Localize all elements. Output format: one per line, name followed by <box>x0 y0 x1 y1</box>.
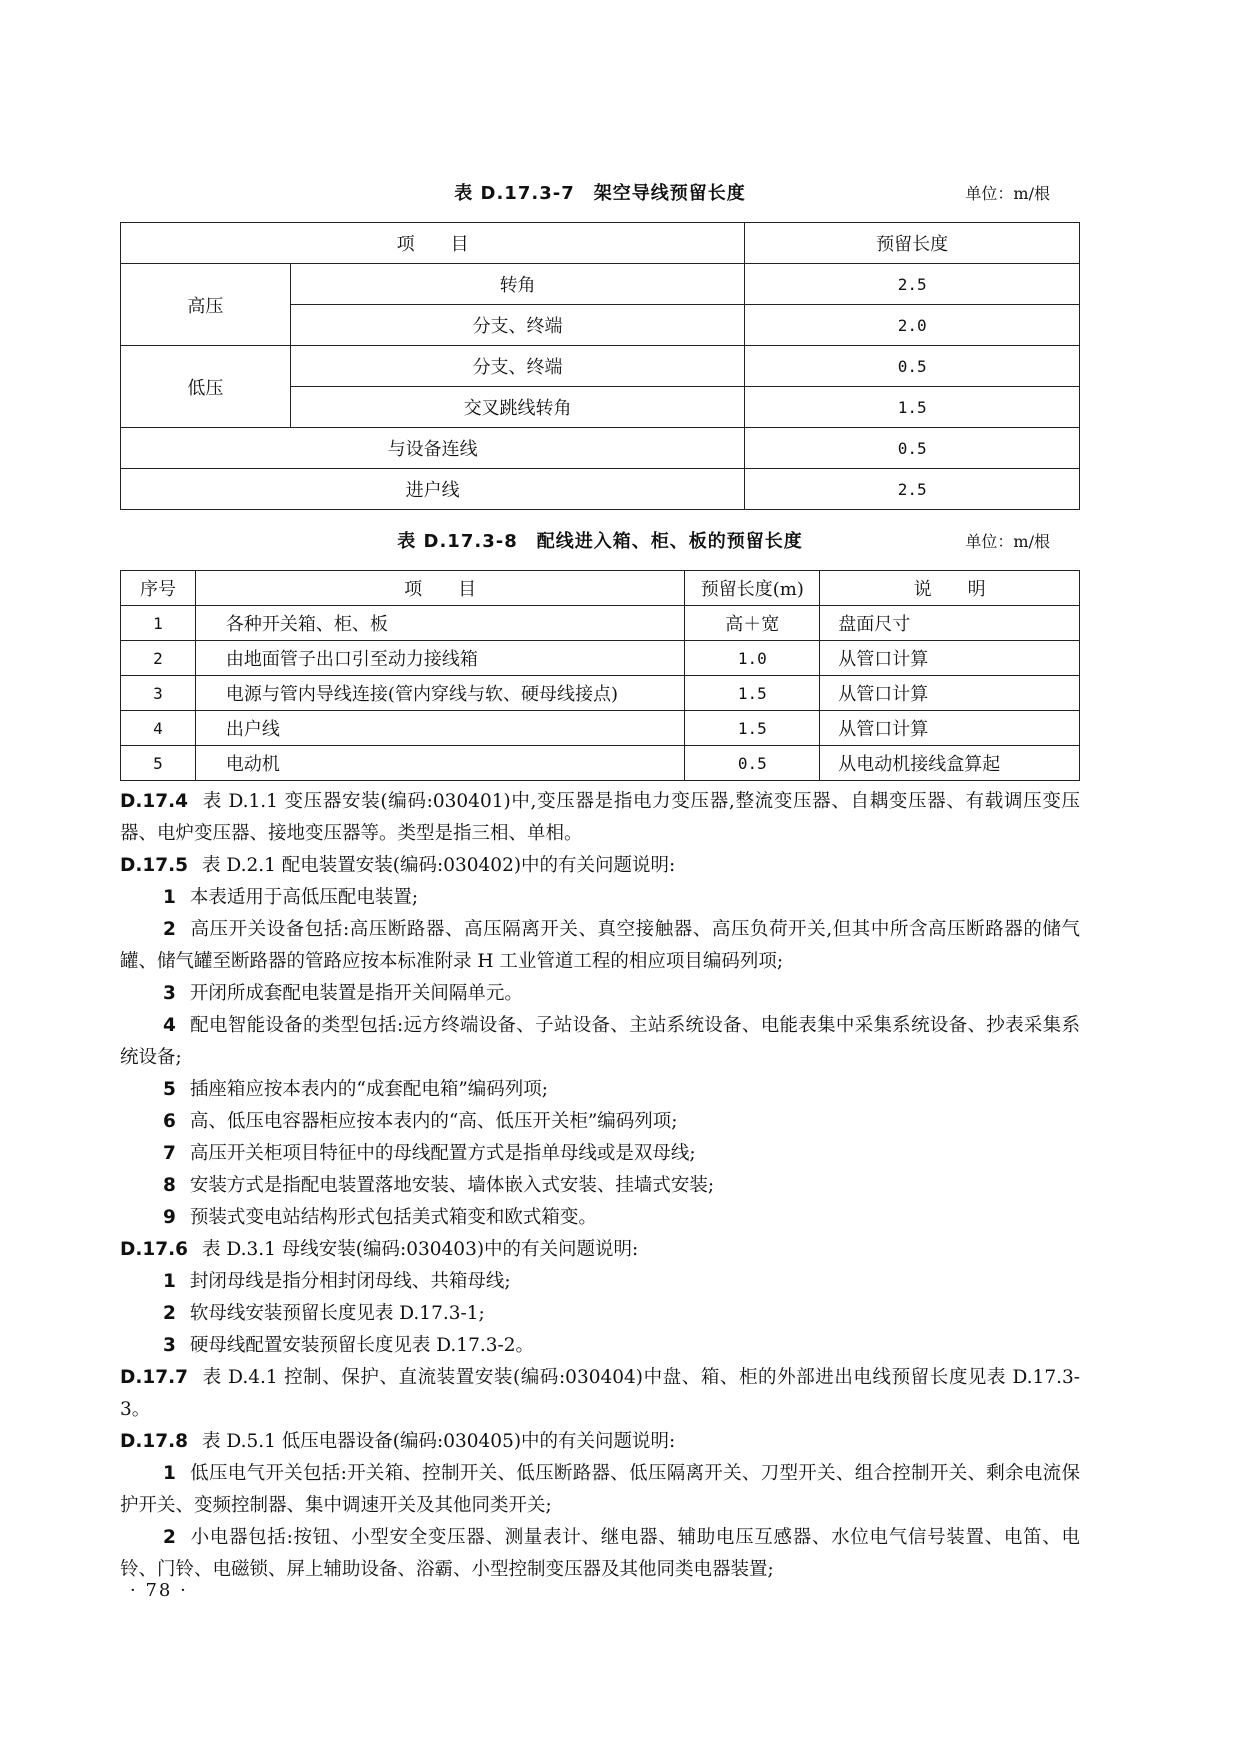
row-item: 分支、终端 <box>290 346 745 387</box>
row-note: 从管口计算 <box>820 711 1080 746</box>
row-item: 由地面管子出口引至动力接线箱 <box>195 641 684 676</box>
table1-title: 表 D.17.3-7 架空导线预留长度 <box>454 183 746 204</box>
body-text <box>120 786 1080 1586</box>
group-label: 高压 <box>121 264 291 346</box>
row-value: 0.5 <box>685 746 820 781</box>
header-note: 说 明 <box>820 571 1080 606</box>
header-value: 预留长度(m) <box>685 571 820 606</box>
row-value: 0.5 <box>745 428 1080 469</box>
list-item: 6 高、低压电容器柜应按本表内的“高、低压开关柜”编码列项; <box>163 1111 678 1132</box>
section-number: D.17.6 <box>120 1239 189 1260</box>
section-text: 表 D.5.1 低压电器设备(编码:030405)中的有关问题说明: <box>202 1431 676 1452</box>
table-row <box>121 264 1080 305</box>
row-value: 2.5 <box>745 264 1080 305</box>
list-item: 3 硬母线配置安装预留长度见表 D.17.3-2。 <box>163 1335 535 1356</box>
section-paragraph <box>120 786 1080 850</box>
table1-unit: 单位：m/根 <box>965 184 1050 203</box>
list-item: 3 开闭所成套配电装置是指开关间隔单元。 <box>163 983 523 1004</box>
list-item: 8 安装方式是指配电装置落地安装、墙体嵌入式安装、挂墙式安装; <box>163 1175 715 1196</box>
section-paragraph <box>120 850 1080 882</box>
section-paragraph <box>120 1426 1080 1458</box>
row-value: 1.0 <box>685 641 820 676</box>
group-label: 低压 <box>121 346 291 428</box>
table-row <box>121 428 1080 469</box>
section-text: 表 D.1.1 变压器安装(编码:030401)中,变压器是指电力变压器,整流变压器、自耦变压器、有载调压变压器、电炉变压器、接地变压器等。类型是指三相、单相。 <box>120 791 1080 844</box>
row-no: 3 <box>121 676 196 711</box>
list-item: 2 软母线安装预留长度见表 D.17.3-1; <box>163 1303 485 1324</box>
list-item: 2 小电器包括:按钮、小型安全变压器、测量表计、继电器、辅助电压互感器、水位电气信号装置、电笛、电铃、门铃、电磁锁、屏上辅助设备、浴霸、小型控制变压器及其他同类电器装置; <box>120 1527 1080 1580</box>
row-item: 各种开关箱、柜、板 <box>195 606 684 641</box>
list-item: 9 预装式变电站结构形式包括美式箱变和欧式箱变。 <box>163 1207 597 1228</box>
row-no: 2 <box>121 641 196 676</box>
table-overhead-wire-reserve <box>120 222 1080 510</box>
section-number: D.17.4 <box>120 791 189 812</box>
row-item: 转角 <box>290 264 745 305</box>
table1-title-row <box>120 177 1080 211</box>
row-value: 1.5 <box>685 676 820 711</box>
row-no: 1 <box>121 606 196 641</box>
list-item: 5 插座箱应按本表内的“成套配电箱”编码列项; <box>163 1079 549 1100</box>
header-no: 序号 <box>121 571 196 606</box>
header-item: 项 目 <box>121 223 745 264</box>
row-note: 从管口计算 <box>820 641 1080 676</box>
row-item: 电动机 <box>195 746 684 781</box>
list-item: 2 高压开关设备包括:高压断路器、高压隔离开关、真空接触器、高压负荷开关,但其中所含高压断路器的储气罐、储气罐至断路器的管路应按本标准附录 H 工业管道工程的相应项目编码列项; <box>120 919 1080 972</box>
row-note: 从电动机接线盒算起 <box>820 746 1080 781</box>
table2-unit: 单位：m/根 <box>965 532 1050 551</box>
row-value: 2.0 <box>745 305 1080 346</box>
table2-title-row <box>120 525 1080 559</box>
row-note: 盘面尺寸 <box>820 606 1080 641</box>
header-item: 项 目 <box>195 571 684 606</box>
row-item: 进户线 <box>121 469 745 510</box>
row-value: 1.5 <box>685 711 820 746</box>
header-value: 预留长度 <box>745 223 1080 264</box>
table-row <box>121 641 1080 676</box>
list-item: 7 高压开关柜项目特征中的母线配置方式是指单母线或是双母线; <box>163 1143 696 1164</box>
section-paragraph <box>120 1234 1080 1266</box>
table-row <box>121 606 1080 641</box>
list-item: 1 低压电气开关包括:开关箱、控制开关、低压断路器、低压隔离开关、刀型开关、组合控制开关、剩余电流保护开关、变频控制器、集中调速开关及其他同类开关; <box>120 1463 1080 1516</box>
table-header-row <box>121 223 1080 264</box>
list-item: 1 本表适用于高低压配电装置; <box>163 887 419 908</box>
page-number: · 78 · <box>130 1580 188 1601</box>
section-number: D.17.7 <box>120 1367 189 1388</box>
row-value: 2.5 <box>745 469 1080 510</box>
table-row <box>121 346 1080 387</box>
table-row <box>121 711 1080 746</box>
table-row <box>121 469 1080 510</box>
row-item: 交叉跳线转角 <box>290 387 745 428</box>
row-no: 4 <box>121 711 196 746</box>
table-header-row <box>121 571 1080 606</box>
table2-title: 表 D.17.3-8 配线进入箱、柜、板的预留长度 <box>397 531 803 552</box>
table-row <box>121 746 1080 781</box>
table-wiring-reserve <box>120 570 1080 781</box>
row-item: 出户线 <box>195 711 684 746</box>
table-row <box>121 676 1080 711</box>
row-note: 从管口计算 <box>820 676 1080 711</box>
row-value: 1.5 <box>745 387 1080 428</box>
section-number: D.17.8 <box>120 1431 189 1452</box>
row-value: 0.5 <box>745 346 1080 387</box>
row-item: 与设备连线 <box>121 428 745 469</box>
section-text: 表 D.2.1 配电装置安装(编码:030402)中的有关问题说明: <box>202 855 676 876</box>
section-paragraph <box>120 1362 1080 1426</box>
row-no: 5 <box>121 746 196 781</box>
section-text: 表 D.3.1 母线安装(编码:030403)中的有关问题说明: <box>202 1239 639 1260</box>
list-item: 1 封闭母线是指分相封闭母线、共箱母线; <box>163 1271 511 1292</box>
row-item: 分支、终端 <box>290 305 745 346</box>
list-item: 4 配电智能设备的类型包括:远方终端设备、子站设备、主站系统设备、电能表集中采集系统设备、抄表采集系统设备; <box>120 1015 1080 1068</box>
row-value: 高＋宽 <box>685 606 820 641</box>
row-item: 电源与管内导线连接(管内穿线与软、硬母线接点) <box>195 676 684 711</box>
section-number: D.17.5 <box>120 855 189 876</box>
section-text: 表 D.4.1 控制、保护、直流装置安装(编码:030404)中盘、箱、柜的外部进出电线预留长度见表 D.17.3-3。 <box>120 1367 1080 1420</box>
